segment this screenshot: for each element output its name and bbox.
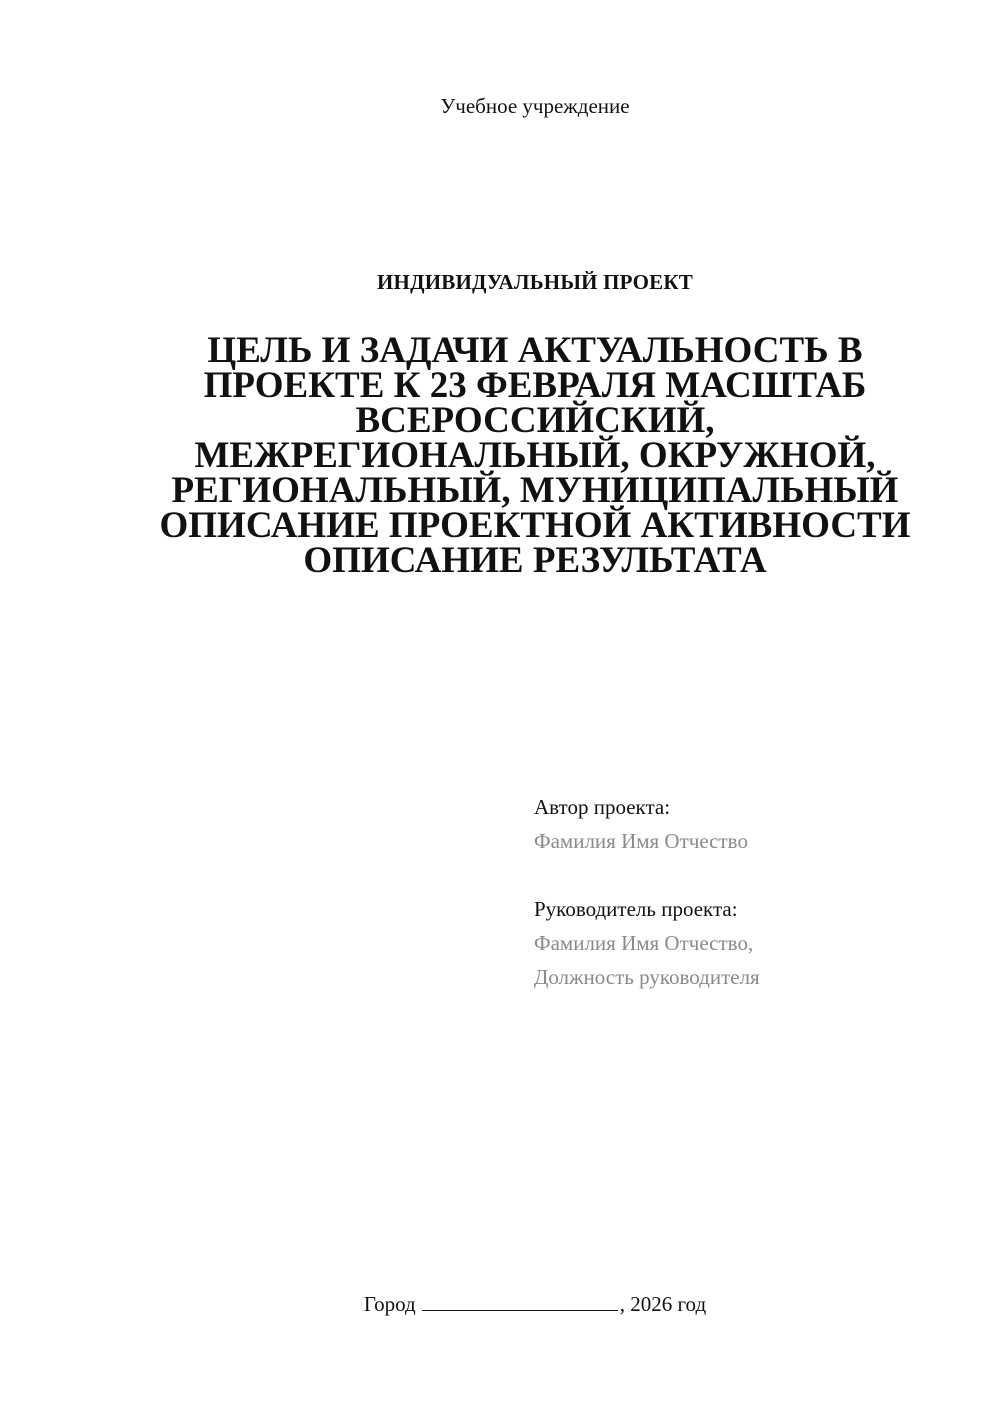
project-type-heading: ИНДИВИДУАЛЬНЫЙ ПРОЕКТ [377,270,693,294]
city-year-line [0,1290,1000,1318]
supervisor-position-placeholder: Должность руководителя [534,965,760,989]
supervisor-label: Руководитель проекта: [534,897,738,921]
author-info-block [534,790,974,994]
city-blank-underline [422,1290,618,1311]
author-name-placeholder: Фамилия Имя Отчество [534,829,748,853]
spacer [534,858,974,892]
institution-name: Учебное учреждение [440,94,630,118]
city-label: Город [363,1292,416,1316]
supervisor-name-placeholder: Фамилия Имя Отчество, [534,931,754,955]
author-label: Автор проекта: [534,795,671,819]
year-text: , 2026 год [619,1292,707,1316]
project-title: ЦЕЛЬ И ЗАДАЧИ АКТУАЛЬНОСТЬ В ПРОЕКТЕ К 23 ФЕВРАЛЯ МАСШТАБ ВСЕРОССИЙСКИЙ, МЕЖРЕГИОНАЛЬНЫЙ, ОКРУЖНОЙ, РЕГИОНАЛЬНЫЙ, МУНИЦИПАЛЬНЫЙ ОПИСАНИЕ ПРОЕКТНОЙ АКТИВНОСТИ ОПИСАНИЕ РЕЗУЛЬТАТА [159,330,911,581]
